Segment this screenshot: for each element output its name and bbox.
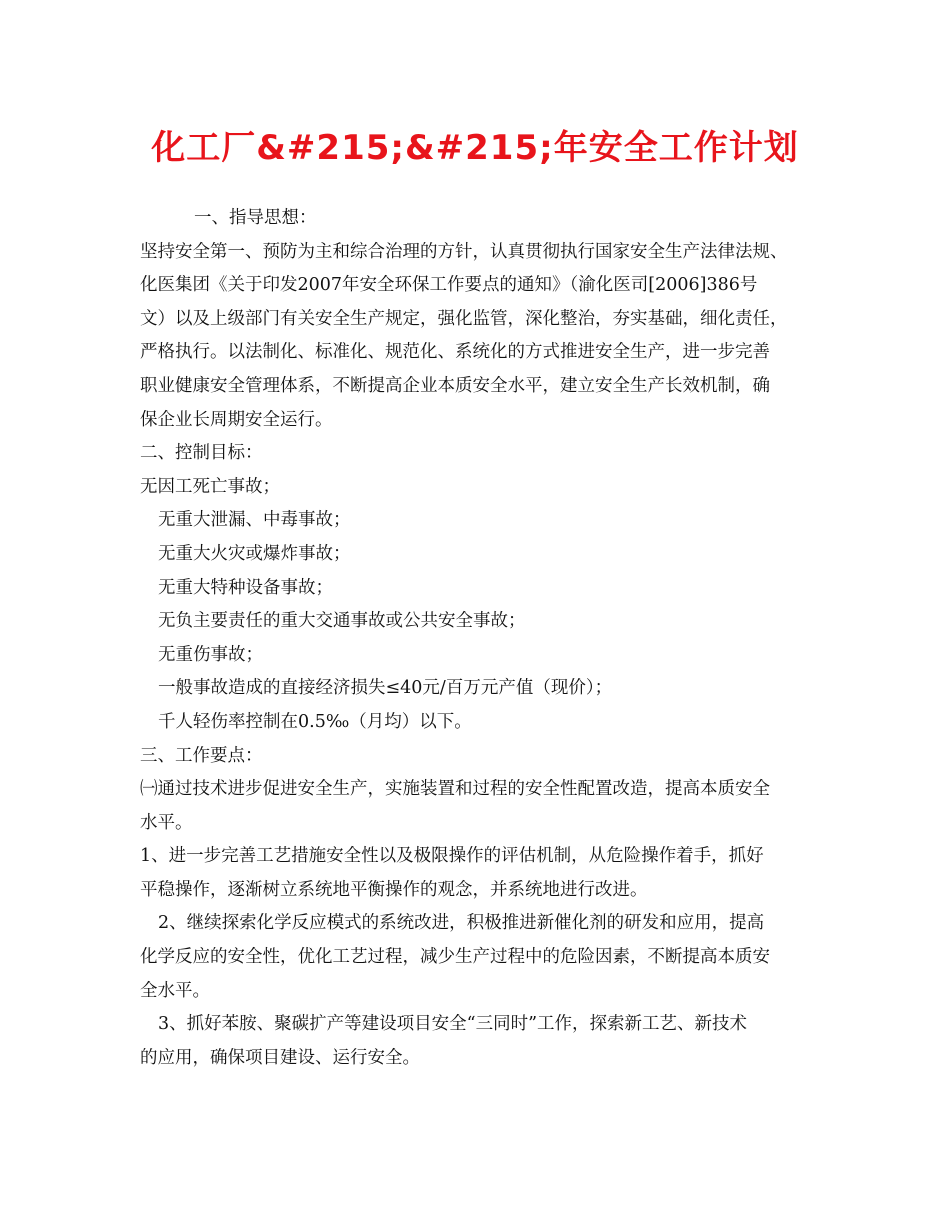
paragraph-line: 保企业长周期安全运行。 xyxy=(140,409,333,430)
document-body xyxy=(140,202,820,1075)
paragraph-line: 坚持安全第一、预防为主和综合治理的方针，认真贯彻执行国家安全生产法律法规、 xyxy=(140,241,788,262)
target-item: 千人轻伤率控制在0.5‰（月均）以下。 xyxy=(158,711,472,732)
paragraph-line: 化学反应的安全性，优化工艺过程，减少生产过程中的危险因素，不断提高本质安 xyxy=(140,947,770,968)
paragraph-line: 平稳操作，逐渐树立系统地平衡操作的观念，并系统地进行改进。 xyxy=(140,879,648,900)
paragraph-line: 3、抓好苯胺、聚碳扩产等建设项目安全“三同时”工作，探索新工艺、新技术 xyxy=(158,1014,748,1035)
target-item: 无因工死亡事故； xyxy=(140,476,280,497)
target-item: 无重伤事故； xyxy=(158,644,263,665)
paragraph-line: 2、继续探索化学反应模式的系统改进，积极推进新催化剂的研发和应用，提高 xyxy=(158,913,765,934)
paragraph-line: 的应用，确保项目建设、运行安全。 xyxy=(140,1047,420,1068)
paragraph-line: 严格执行。以法制化、标准化、规范化、系统化的方式推进安全生产，进一步完善 xyxy=(140,342,770,363)
paragraph-line: 全水平。 xyxy=(140,980,210,1001)
paragraph-line: ㈠通过技术进步促进安全生产，实施装置和过程的安全性配置改造，提高本质安全 xyxy=(140,779,770,800)
paragraph-line: 化医集团《关于印发2007年安全环保工作要点的通知》（渝化医司[2006]386号 xyxy=(140,275,758,296)
document-title: 化工厂&#215;&#215;年安全工作计划 xyxy=(151,128,799,168)
paragraph-line: 1、进一步完善工艺措施安全性以及极限操作的评估机制，从危险操作着手，抓好 xyxy=(140,846,764,867)
heading-guiding-ideology: 一、指导思想： xyxy=(194,208,317,228)
heading-control-targets: 二、控制目标： xyxy=(140,443,263,464)
paragraph-line: 水平。 xyxy=(140,812,193,833)
target-item: 无重大泄漏、中毒事故； xyxy=(158,510,351,531)
heading-work-points: 三、工作要点： xyxy=(140,745,263,766)
paragraph-line: 职业健康安全管理体系，不断提高企业本质安全水平，建立安全生产长效机制，确 xyxy=(140,375,770,396)
target-item: 无负主要责任的重大交通事故或公共安全事故； xyxy=(158,611,526,632)
target-item: 无重大特种设备事故； xyxy=(158,577,333,598)
target-item: 一般事故造成的直接经济损失≤40元/百万元产值（现价）； xyxy=(158,678,613,699)
target-item: 无重大火灾或爆炸事故； xyxy=(158,543,351,564)
paragraph-line: 文）以及上级部门有关安全生产规定，强化监管，深化整治，夯实基础，细化责任， xyxy=(140,308,788,329)
